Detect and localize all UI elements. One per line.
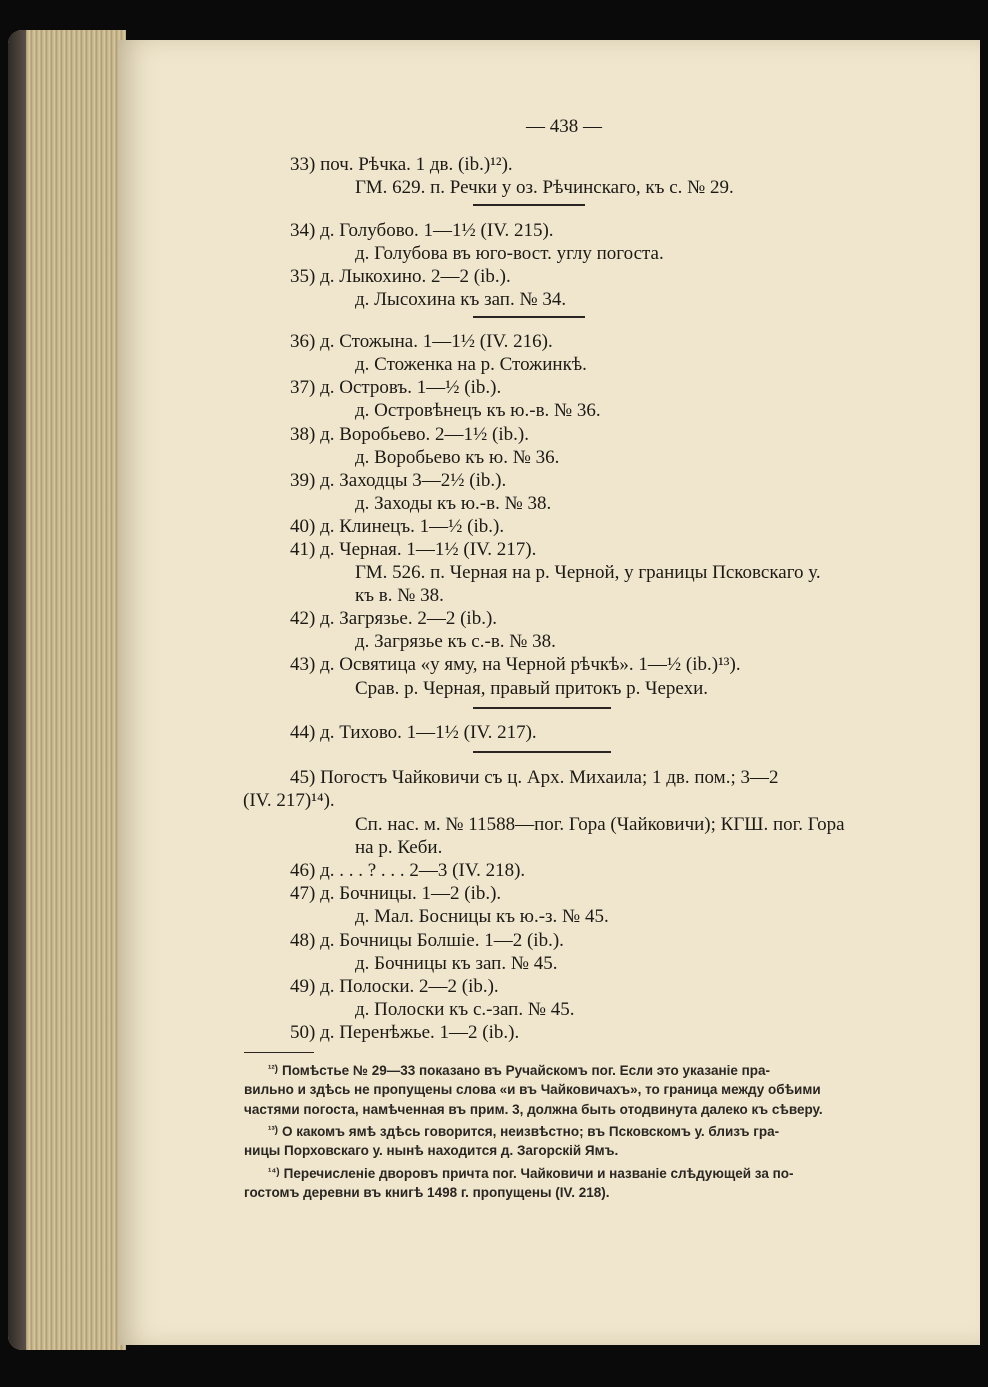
entry-44-line-1: 44) д. Тихово. 1—1½ (IV. 217). (290, 722, 537, 743)
entry-42-line-2: д. Загрязье къ с.-в. № 38. (355, 631, 556, 652)
entry-35-line-2: д. Лысохина къ зап. № 34. (355, 289, 567, 310)
entry-36-line-2: д. Стоженка на р. Стожинкѣ. (355, 354, 587, 375)
entry-45-line-3: Сп. нас. м. № 11588—пог. Гора (Чайковичи); КГШ. пог. Гора (355, 814, 845, 835)
entry-41-line-2: ГМ. 526. п. Черная на р. Черной, у границы Псковскаго у. (355, 562, 821, 583)
entry-39-line-2: д. Заходы къ ю.-в. № 38. (355, 493, 552, 514)
entry-42-line-1: 42) д. Загрязье. 2—2 (ib.). (290, 608, 498, 629)
page-number: — 438 — (526, 116, 602, 137)
footnote-12-line-2: вильно и здѣсь не пропущены слова «и въ Чайковичахъ», то граница между обѣими (244, 1082, 821, 1097)
footnote-14-line-1 (268, 1164, 793, 1183)
entry-47-line-1: 47) д. Бочницы. 1—2 (ib.). (290, 883, 502, 904)
entry-49-line-2: д. Полоски къ с.-зап. № 45. (355, 999, 575, 1020)
entry-43-line-1: 43) д. Освятица «у яму, на Черной рѣчкѣ». 1—½ (ib.)¹³). (290, 654, 741, 675)
entry-36-line-1: 36) д. Стожына. 1—1½ (IV. 216). (290, 331, 553, 352)
entry-37-line-2: д. Островѣнецъ къ ю.-в. № 36. (355, 400, 601, 421)
footnote-12-mark: ¹²) (268, 1064, 278, 1075)
entry-35-line-1: 35) д. Лыкохино. 2—2 (ib.). (290, 266, 511, 287)
footnote-12-line-3: частями погоста, намѣченная въ прим. 3, должна быть отодвинута далеко къ сѣверу. (244, 1102, 823, 1117)
entry-40-line-1: 40) д. Клинецъ. 1—½ (ib.). (290, 516, 505, 537)
entry-45-line-1: 45) Погостъ Чайковичи съ ц. Арх. Михаила; 1 дв. пом.; 3—2 (290, 767, 779, 788)
footnote-14-mark: ¹⁴) (268, 1167, 280, 1178)
section-rule (473, 204, 585, 206)
book-page-edges (8, 30, 126, 1350)
footnote-13-text: О какомъ ямѣ здѣсь говорится, неизвѣстно; въ Псковскомъ у. близъ гра- (282, 1124, 780, 1139)
section-rule (473, 316, 585, 318)
entry-48-line-1: 48) д. Бочницы Болшіе. 1—2 (ib.). (290, 930, 564, 951)
entry-48-line-2: д. Бочницы къ зап. № 45. (355, 953, 558, 974)
entry-49-line-1: 49) д. Полоски. 2—2 (ib.). (290, 976, 499, 997)
footnote-14-line-2: гостомъ деревни въ книгѣ 1498 г. пропущены (IV. 218). (244, 1185, 610, 1200)
entry-34-line-2: д. Голубова въ юго-вост. углу погоста. (355, 243, 664, 264)
footnote-12-line-1 (268, 1061, 770, 1080)
entry-33-line-1: 33) поч. Рѣчка. 1 дв. (ib.)¹²). (290, 154, 513, 175)
entry-34-line-1: 34) д. Голубово. 1—1½ (IV. 215). (290, 220, 554, 241)
footnote-12-text: Помѣстье № 29—33 показано въ Ручайскомъ пог. Если это указаніе пра- (282, 1063, 771, 1078)
footnote-13-line-2: ницы Порховскаго у. нынѣ находится д. Загорскій Ямъ. (244, 1143, 619, 1158)
footnote-14-text: Перечисленіе дворовъ причта пог. Чайковичи и названіе слѣдующей за по- (283, 1166, 794, 1181)
footnote-13-mark: ¹³) (268, 1125, 278, 1136)
footnote-rule (244, 1052, 314, 1053)
book-page (118, 40, 980, 1345)
entry-33-line-2: ГМ. 629. п. Речки у оз. Рѣчинскаго, къ с. № 29. (355, 177, 734, 198)
entry-38-line-1: 38) д. Воробьево. 2—1½ (ib.). (290, 424, 529, 445)
footnote-13-line-1 (268, 1122, 779, 1141)
entry-38-line-2: д. Воробьево къ ю. № 36. (355, 447, 560, 468)
section-rule (473, 751, 611, 753)
entry-37-line-1: 37) д. Островъ. 1—½ (ib.). (290, 377, 502, 398)
entry-41-line-3: къ в. № 38. (355, 585, 444, 606)
entry-46-line-1: 46) д. . . . ? . . . 2—3 (IV. 218). (290, 860, 526, 881)
entry-45-line-4: на р. Кеби. (355, 837, 443, 858)
entry-45-line-2: (IV. 217)¹⁴). (243, 790, 335, 811)
section-rule (473, 707, 611, 709)
entry-39-line-1: 39) д. Заходцы 3—2½ (ib.). (290, 470, 507, 491)
entry-50-line-1: 50) д. Перенѣжье. 1—2 (ib.). (290, 1022, 520, 1043)
entry-43-line-2: Срав. р. Черная, правый притокъ р. Черехи. (355, 678, 709, 699)
entry-41-line-1: 41) д. Черная. 1—1½ (IV. 217). (290, 539, 537, 560)
entry-47-line-2: д. Мал. Босницы къ ю.-з. № 45. (355, 906, 609, 927)
